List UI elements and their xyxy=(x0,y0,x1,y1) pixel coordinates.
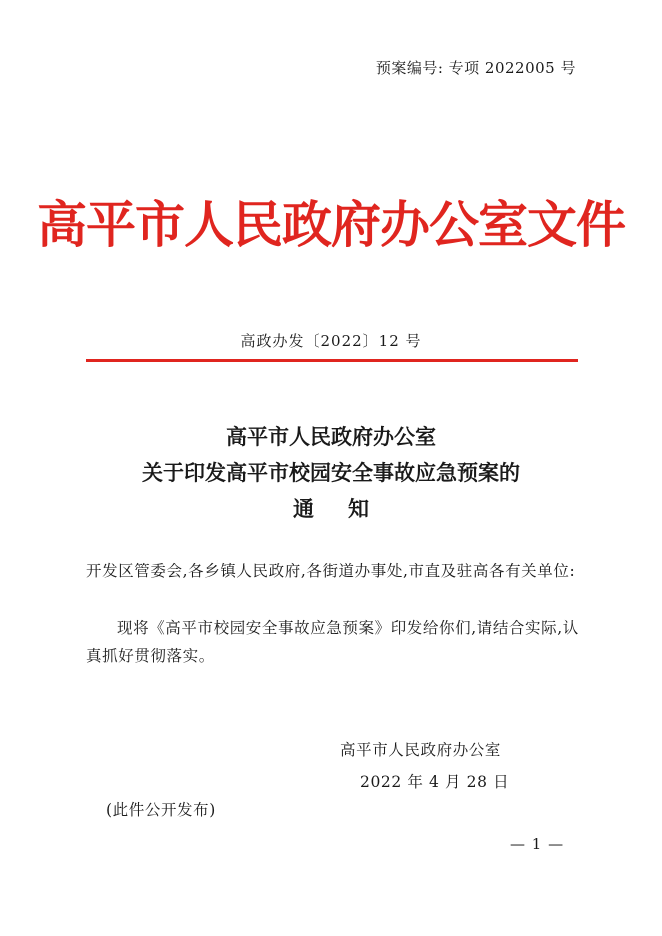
body-paragraph: 现将《高平市校园安全事故应急预案》印发给你们,请结合实际,认真抓好贯彻落实。 xyxy=(86,619,579,665)
notice-title-line-3: 通知 xyxy=(293,496,403,521)
signature-organization: 高平市人民政府办公室 xyxy=(340,741,502,759)
red-divider xyxy=(86,359,578,362)
addressees: 开发区管委会,各乡镇人民政府,各街道办事处,市直及驻高各有关单位: xyxy=(86,562,576,580)
document-number: 高政办发〔2022〕12 号 xyxy=(240,332,422,350)
signature-date: 2022 年 4 月 28 日 xyxy=(360,773,510,791)
plan-number: 预案编号: 专项 2022005 号 xyxy=(375,59,576,77)
page-number: — 1 — xyxy=(510,835,565,853)
notice-title-line-2: 关于印发高平市校园安全事故应急预案的 xyxy=(142,460,520,485)
publication-note: (此件公开发布) xyxy=(106,801,216,819)
notice-title-line-1: 高平市人民政府办公室 xyxy=(226,424,436,449)
issuer-title: 高平市人民政府办公室文件 xyxy=(37,195,625,254)
